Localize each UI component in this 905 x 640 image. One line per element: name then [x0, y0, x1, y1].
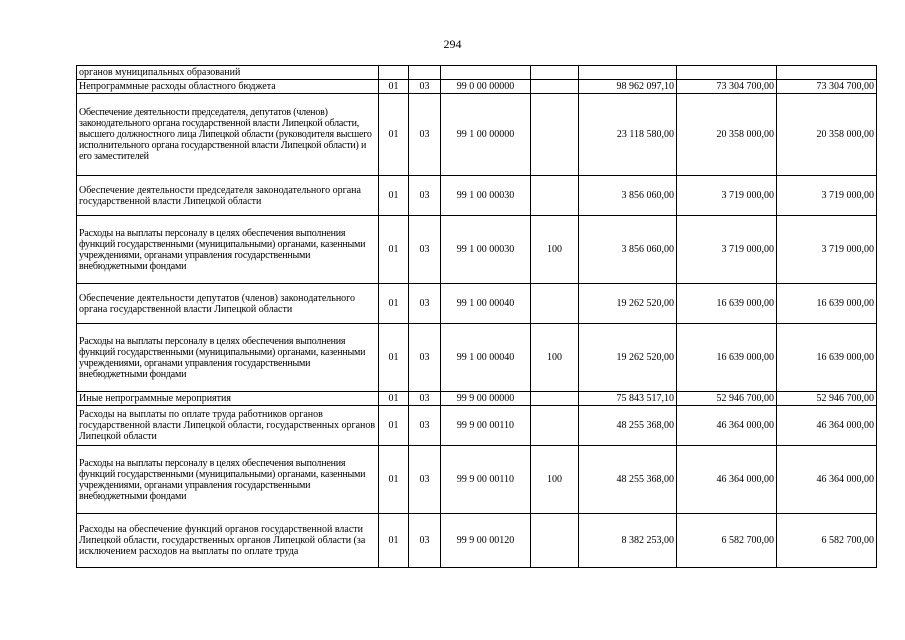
table-row: [77, 216, 877, 284]
sum-year1-cell: 3 856 060,00: [579, 176, 677, 216]
article-cell: 99 9 00 00110: [441, 446, 531, 514]
sum-year1-cell: [579, 66, 677, 80]
sum-year1-cell: 48 255 368,00: [579, 446, 677, 514]
sum-year3-cell: 73 304 700,00: [777, 80, 877, 94]
section-cell: 01: [379, 284, 409, 324]
sum-year1-cell: 75 843 517,10: [579, 392, 677, 406]
article-cell: 99 1 00 00040: [441, 324, 531, 392]
article-cell: 99 1 00 00000: [441, 94, 531, 176]
expense-type-cell: 100: [531, 216, 579, 284]
sum-year2-cell: 3 719 000,00: [677, 176, 777, 216]
subsection-cell: 03: [409, 324, 441, 392]
sum-year1-cell: 23 118 580,00: [579, 94, 677, 176]
sum-year2-cell: 46 364 000,00: [677, 446, 777, 514]
sum-year2-cell: 16 639 000,00: [677, 324, 777, 392]
sum-year2-cell: 3 719 000,00: [677, 216, 777, 284]
table-row: [77, 324, 877, 392]
table-row: [77, 514, 877, 568]
section-cell: 01: [379, 216, 409, 284]
table-row: [77, 94, 877, 176]
sum-year3-cell: 3 719 000,00: [777, 176, 877, 216]
section-cell: 01: [379, 94, 409, 176]
sum-year3-cell: 20 358 000,00: [777, 94, 877, 176]
subsection-cell: 03: [409, 406, 441, 446]
section-cell: 01: [379, 514, 409, 568]
article-cell: 99 9 00 00120: [441, 514, 531, 568]
page-number: 294: [443, 37, 462, 51]
subsection-cell: 03: [409, 216, 441, 284]
sum-year2-cell: 20 358 000,00: [677, 94, 777, 176]
article-cell: 99 9 00 00110: [441, 406, 531, 446]
expense-type-cell: [531, 94, 579, 176]
sum-year3-cell: 52 946 700,00: [777, 392, 877, 406]
subsection-cell: [409, 66, 441, 80]
sum-year3-cell: 3 719 000,00: [777, 216, 877, 284]
subsection-cell: 03: [409, 94, 441, 176]
sum-year1-cell: 19 262 520,00: [579, 324, 677, 392]
subsection-cell: 03: [409, 176, 441, 216]
article-cell: 99 1 00 00040: [441, 284, 531, 324]
sum-year2-cell: 16 639 000,00: [677, 284, 777, 324]
expense-type-cell: [531, 284, 579, 324]
expense-type-cell: [531, 392, 579, 406]
expense-type-cell: [531, 80, 579, 94]
sum-year2-cell: [677, 66, 777, 80]
sum-year2-cell: 73 304 700,00: [677, 80, 777, 94]
subsection-cell: 03: [409, 446, 441, 514]
sum-year1-cell: 3 856 060,00: [579, 216, 677, 284]
section-cell: [379, 66, 409, 80]
subsection-cell: 03: [409, 392, 441, 406]
table-row: [77, 406, 877, 446]
table-row: [77, 446, 877, 514]
expense-type-cell: [531, 406, 579, 446]
sum-year2-cell: 46 364 000,00: [677, 406, 777, 446]
section-cell: 01: [379, 176, 409, 216]
sum-year1-cell: 19 262 520,00: [579, 284, 677, 324]
expense-type-cell: 100: [531, 446, 579, 514]
sum-year3-cell: 16 639 000,00: [777, 284, 877, 324]
expense-type-cell: 100: [531, 324, 579, 392]
article-cell: 99 9 00 00000: [441, 392, 531, 406]
sum-year1-cell: 48 255 368,00: [579, 406, 677, 446]
sum-year2-cell: 6 582 700,00: [677, 514, 777, 568]
row-name-cell: Расходы на выплаты персоналу в целях обеспечения выполнения функций государственными (муниципальными) органами, казенными учреждениями, органами управления государственными внебюджетными фондами: [77, 216, 379, 284]
row-name-cell: Обеспечение деятельности председателя, депутатов (членов) законодательного органа государственной власти Липецкой области, высшего должностного лица Липецкой области (руководителя высшего исполнительного органа государственной власти Липецкой области) и его заместителей: [77, 94, 379, 176]
subsection-cell: 03: [409, 514, 441, 568]
table-row: [77, 66, 877, 80]
row-name-cell: Расходы на выплаты персоналу в целях обеспечения выполнения функций государственными (муниципальными) органами, казенными учреждениями, органами управления государственными внебюджетными фондами: [77, 324, 379, 392]
row-name-cell: Расходы на выплаты по оплате труда работников органов государственной власти Липецкой области, государственных органов Липецкой области: [77, 406, 379, 446]
row-name-cell: органов муниципальных образований: [77, 66, 379, 80]
sum-year3-cell: 6 582 700,00: [777, 514, 877, 568]
article-cell: 99 1 00 00030: [441, 176, 531, 216]
article-cell: 99 0 00 00000: [441, 80, 531, 94]
row-name-cell: Иные непрограммные мероприятия: [77, 392, 379, 406]
section-cell: 01: [379, 80, 409, 94]
section-cell: 01: [379, 446, 409, 514]
sum-year1-cell: 8 382 253,00: [579, 514, 677, 568]
sum-year3-cell: 46 364 000,00: [777, 406, 877, 446]
subsection-cell: 03: [409, 284, 441, 324]
sum-year3-cell: 46 364 000,00: [777, 446, 877, 514]
row-name-cell: Обеспечение деятельности депутатов (членов) законодательного органа государственной власти Липецкой области: [77, 284, 379, 324]
row-name-cell: Расходы на выплаты персоналу в целях обеспечения выполнения функций государственными (муниципальными) органами, казенными учреждениями, органами управления государственными внебюджетными фондами: [77, 446, 379, 514]
row-name-cell: Расходы на обеспечение функций органов государственной власти Липецкой области, государственных органов Липецкой области (за исключением расходов на выплаты по оплате труда: [77, 514, 379, 568]
table-row: [77, 392, 877, 406]
table-row: [77, 176, 877, 216]
subsection-cell: 03: [409, 80, 441, 94]
budget-table: [76, 65, 877, 568]
article-cell: 99 1 00 00030: [441, 216, 531, 284]
expense-type-cell: [531, 176, 579, 216]
sum-year3-cell: [777, 66, 877, 80]
expense-type-cell: [531, 514, 579, 568]
article-cell: [441, 66, 531, 80]
table-row: [77, 284, 877, 324]
row-name-cell: Непрограммные расходы областного бюджета: [77, 80, 379, 94]
section-cell: 01: [379, 324, 409, 392]
section-cell: 01: [379, 406, 409, 446]
sum-year2-cell: 52 946 700,00: [677, 392, 777, 406]
table-row: [77, 80, 877, 94]
row-name-cell: Обеспечение деятельности председателя законодательного органа государственной власти Липецкой области: [77, 176, 379, 216]
section-cell: 01: [379, 392, 409, 406]
sum-year3-cell: 16 639 000,00: [777, 324, 877, 392]
sum-year1-cell: 98 962 097,10: [579, 80, 677, 94]
expense-type-cell: [531, 66, 579, 80]
